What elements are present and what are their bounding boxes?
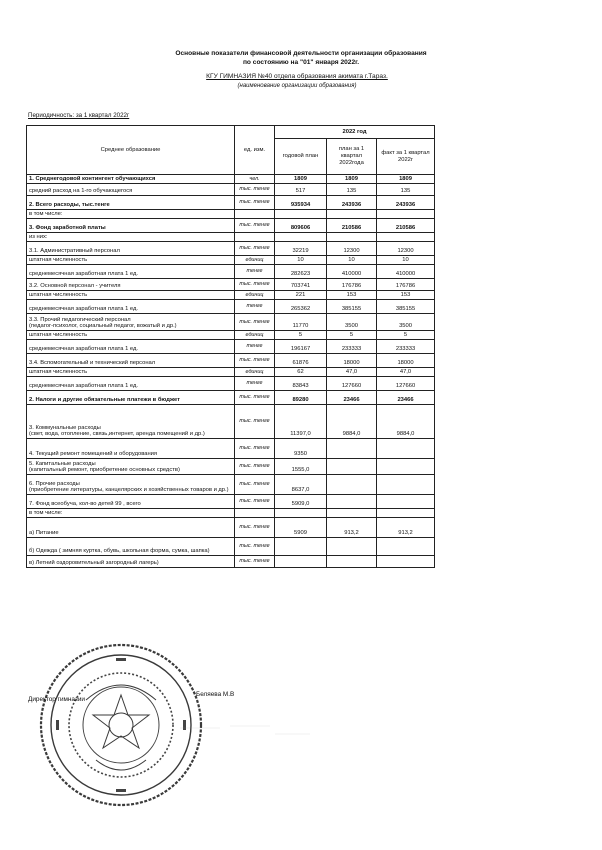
row-empty (435, 314, 569, 331)
row-empty (435, 242, 569, 256)
row-empty (435, 210, 569, 219)
row-unit: тыс. тенге (235, 459, 275, 475)
row-label: штатная численность (27, 291, 235, 300)
row-plan (275, 233, 327, 242)
table-row (27, 175, 569, 184)
row-label: среднемесячная заработная плата 1 ед. (27, 265, 235, 279)
row-empty (435, 291, 569, 300)
table-row (27, 291, 569, 300)
row-label: штатная численность (27, 331, 235, 340)
row-empty (435, 279, 569, 291)
row-plan-q1: 127660 (327, 377, 377, 391)
row-plan-q1: 1809 (327, 175, 377, 184)
row-plan-q1: 913,2 (327, 518, 377, 538)
row-fact (377, 538, 435, 556)
row-unit: тыс. тенге (235, 495, 275, 509)
row-plan: 282623 (275, 265, 327, 279)
row-empty (435, 509, 569, 518)
row-fact (377, 556, 435, 568)
row-fact (377, 210, 435, 219)
row-plan-q1: 410000 (327, 265, 377, 279)
row-unit: чел. (235, 175, 275, 184)
table-row (27, 495, 569, 509)
row-empty (435, 475, 569, 495)
row-fact (377, 495, 435, 509)
row-empty (435, 518, 569, 538)
row-fact: 176786 (377, 279, 435, 291)
row-plan: 8637,0 (275, 475, 327, 495)
row-empty (435, 405, 569, 439)
row-unit: тыс. тенге (235, 518, 275, 538)
row-plan: 5909,0 (275, 495, 327, 509)
row-plan: 809606 (275, 219, 327, 233)
row-plan-q1: 47,0 (327, 368, 377, 377)
row-fact (377, 439, 435, 459)
row-empty (435, 368, 569, 377)
table-row (27, 265, 569, 279)
row-unit: тыс. тенге (235, 279, 275, 291)
row-plan-q1 (327, 538, 377, 556)
row-fact: 23466 (377, 391, 435, 405)
row-label: 2. Всего расходы, тыс.тенге (27, 196, 235, 210)
row-unit: тыс. тенге (235, 314, 275, 331)
row-plan-q1: 5 (327, 331, 377, 340)
row-plan: 11770 (275, 314, 327, 331)
row-fact: 9884,0 (377, 405, 435, 439)
row-label (27, 314, 235, 331)
row-empty (435, 184, 569, 196)
row-label (27, 405, 235, 439)
table-row (27, 377, 569, 391)
empty-column (435, 126, 569, 175)
table-row (27, 475, 569, 495)
row-label-detail: (капитальный ремонт, приобретение основных средств) (29, 467, 180, 474)
row-label-main: 3.3. Прочий педагогический персонал (29, 316, 131, 323)
row-label: 2. Налоги и другие обязательные платежи в бюджет (27, 391, 235, 405)
title-line-2: по состоянию на "01" января 2022г. (242, 58, 360, 66)
row-label (27, 475, 235, 495)
header-plan-q1: план за 1 квартал 2022года (327, 139, 377, 175)
row-empty (435, 233, 569, 242)
table-row (27, 556, 569, 568)
row-plan: 89280 (275, 391, 327, 405)
row-unit: единиц (235, 368, 275, 377)
row-plan: 9350 (275, 439, 327, 459)
row-plan: 703741 (275, 279, 327, 291)
row-plan: 5 (275, 331, 327, 340)
row-fact: 385155 (377, 300, 435, 314)
row-empty (435, 354, 569, 368)
row-plan (275, 538, 327, 556)
row-label: 3.1. Административный персонал (27, 242, 235, 256)
row-fact: 913,2 (377, 518, 435, 538)
row-plan-q1: 3500 (327, 314, 377, 331)
row-label: в том числе: (27, 509, 235, 518)
row-unit: тыс. тенге (235, 439, 275, 459)
row-unit: тенге (235, 377, 275, 391)
row-fact (377, 459, 435, 475)
row-empty (435, 459, 569, 475)
row-unit: тыс. тенге (235, 538, 275, 556)
organization-caption: (наименование организации образования) (237, 82, 357, 89)
table-row (27, 439, 569, 459)
row-label: 3.2. Основной персонал - учителя (27, 279, 235, 291)
table-row (27, 300, 569, 314)
table-row (27, 314, 569, 331)
row-plan-q1 (327, 459, 377, 475)
row-label: в) Летний оздоровительный загородный лагерь) (27, 556, 235, 568)
organization-name: КГУ ГИМНАЗИЯ №40 отдела образования акимата г.Тараз. (206, 73, 388, 80)
table-row (27, 518, 569, 538)
row-plan-q1: 23466 (327, 391, 377, 405)
row-fact (377, 475, 435, 495)
row-plan: 1809 (275, 175, 327, 184)
row-unit (235, 509, 275, 518)
table-row (27, 509, 569, 518)
row-unit: тенге (235, 300, 275, 314)
row-plan: 265362 (275, 300, 327, 314)
row-fact: 3500 (377, 314, 435, 331)
row-label: среднемесячная заработная плата 1 ед. (27, 377, 235, 391)
row-unit: тыс. тенге (235, 354, 275, 368)
row-fact: 47,0 (377, 368, 435, 377)
row-plan: 5909 (275, 518, 327, 538)
row-unit (235, 210, 275, 219)
row-empty (435, 538, 569, 556)
title-line-1: Основные показатели финансовой деятельности организации образования (175, 50, 427, 57)
row-fact (377, 509, 435, 518)
row-fact: 1809 (377, 175, 435, 184)
table-row (27, 459, 569, 475)
row-empty (435, 300, 569, 314)
table-row (27, 196, 569, 210)
row-plan (275, 509, 327, 518)
row-plan-q1 (327, 233, 377, 242)
row-plan: 83843 (275, 377, 327, 391)
row-label: штатная численность (27, 368, 235, 377)
row-empty (435, 495, 569, 509)
table-row (27, 219, 569, 233)
row-plan-q1 (327, 439, 377, 459)
row-unit: тыс. тенге (235, 405, 275, 439)
faint-marks (180, 720, 310, 740)
row-fact: 135 (377, 184, 435, 196)
table-row (27, 233, 569, 242)
row-empty (435, 391, 569, 405)
row-empty (435, 556, 569, 568)
row-plan-q1 (327, 556, 377, 568)
row-label: 1. Среднегодовой контингент обучающихся (27, 175, 235, 184)
row-label-detail: (педагог-психолог, социальный педагог, вожатый и др.) (29, 323, 177, 330)
row-label: среднемесячная заработная плата 1 ед. (27, 300, 235, 314)
row-label-main: 3. Коммунальные расходы (29, 424, 101, 431)
table-row (27, 184, 569, 196)
row-plan: 61876 (275, 354, 327, 368)
row-empty (435, 265, 569, 279)
row-empty (435, 340, 569, 354)
row-plan-q1: 243936 (327, 196, 377, 210)
row-unit: тенге (235, 340, 275, 354)
row-plan: 11397,0 (275, 405, 327, 439)
row-fact: 5 (377, 331, 435, 340)
row-empty (435, 439, 569, 459)
row-label: из них: (27, 233, 235, 242)
row-label-main: 6. Прочие расходы (29, 480, 80, 487)
row-label: 3. Фонд заработной платы (27, 219, 235, 233)
row-fact: 18000 (377, 354, 435, 368)
header-education: Среднее образование (27, 126, 235, 175)
row-plan (275, 556, 327, 568)
row-fact: 410000 (377, 265, 435, 279)
row-empty (435, 377, 569, 391)
row-fact: 12300 (377, 242, 435, 256)
row-plan-q1 (327, 475, 377, 495)
table-row (27, 391, 569, 405)
row-plan-q1: 18000 (327, 354, 377, 368)
row-plan: 196167 (275, 340, 327, 354)
row-fact: 10 (377, 256, 435, 265)
row-plan-q1 (327, 210, 377, 219)
row-unit (235, 233, 275, 242)
row-plan-q1: 210586 (327, 219, 377, 233)
row-plan: 62 (275, 368, 327, 377)
row-plan-q1: 135 (327, 184, 377, 196)
row-plan-q1: 10 (327, 256, 377, 265)
row-plan-q1 (327, 509, 377, 518)
row-fact: 233333 (377, 340, 435, 354)
row-unit: единиц (235, 291, 275, 300)
row-label: среднемесячная заработная плата 1 ед. (27, 340, 235, 354)
header-fact-q1: факт за 1 квартал 2022г (377, 139, 435, 175)
table-row (27, 405, 569, 439)
row-label (27, 459, 235, 475)
row-label-detail: (свет, вода, отопление, связь,интернет, аренда помещений и др.) (29, 431, 205, 438)
row-label: а) Питание (27, 518, 235, 538)
row-empty (435, 196, 569, 210)
row-plan-q1: 385155 (327, 300, 377, 314)
row-plan: 10 (275, 256, 327, 265)
row-plan (275, 210, 327, 219)
row-empty (435, 331, 569, 340)
row-plan-q1: 233333 (327, 340, 377, 354)
row-unit: тыс. тенге (235, 219, 275, 233)
row-plan: 32219 (275, 242, 327, 256)
row-label: штатная численность (27, 256, 235, 265)
row-plan-q1: 176786 (327, 279, 377, 291)
row-label: б) Одежда ( зимняя куртка, обувь, школьная форма, сумка, шапка) (27, 538, 235, 556)
row-plan-q1: 153 (327, 291, 377, 300)
periodicity: Периодичность: за 1 квартал 2022г (28, 112, 130, 119)
row-label: 3.4. Вспомогательный и технический персонал (27, 354, 235, 368)
table-row (27, 210, 569, 219)
row-fact: 210586 (377, 219, 435, 233)
row-empty (435, 256, 569, 265)
row-label-detail: (приобретение литературы, канцелярских и хозяйственных товаров и др.) (29, 487, 229, 494)
row-fact: 127660 (377, 377, 435, 391)
table-row (27, 368, 569, 377)
table-row (27, 279, 569, 291)
row-plan: 221 (275, 291, 327, 300)
director-name: Беляева М.В (196, 691, 235, 698)
row-plan: 1555,0 (275, 459, 327, 475)
row-unit: тыс. тенге (235, 475, 275, 495)
row-fact: 153 (377, 291, 435, 300)
row-unit: тыс. тенге (235, 196, 275, 210)
row-unit: тыс. тенге (235, 184, 275, 196)
row-label: 4. Текущий ремонт помещений и оборудования (27, 439, 235, 459)
table-row (27, 538, 569, 556)
row-unit: тыс. тенге (235, 556, 275, 568)
header-unit: ед. изм. (235, 126, 275, 175)
director-title: Директор гимназии (28, 696, 85, 703)
table-row (27, 354, 569, 368)
financial-indicators-table (26, 125, 569, 568)
table-row (27, 256, 569, 265)
row-unit: тенге (235, 265, 275, 279)
row-fact: 243936 (377, 196, 435, 210)
row-plan-q1: 9884,0 (327, 405, 377, 439)
row-label: средний расход на 1-го обучающегося (27, 184, 235, 196)
document-title (0, 50, 602, 67)
row-plan-q1 (327, 495, 377, 509)
header-annual-plan: годовой план (275, 139, 327, 175)
table-row (27, 331, 569, 340)
row-plan: 517 (275, 184, 327, 196)
table-row (27, 340, 569, 354)
organization-block (132, 73, 462, 90)
row-empty (435, 219, 569, 233)
row-empty (435, 175, 569, 184)
row-fact (377, 233, 435, 242)
table-row (27, 242, 569, 256)
row-plan-q1: 12300 (327, 242, 377, 256)
row-label: в том числе: (27, 210, 235, 219)
header-year: 2022 год (275, 126, 435, 139)
row-plan: 935934 (275, 196, 327, 210)
row-unit: единиц (235, 331, 275, 340)
row-label: 7. Фонд всеобуча, кол-во детей 99 , всего (27, 495, 235, 509)
row-label-main: 5. Капитальные расходы (29, 460, 96, 467)
row-unit: единиц (235, 256, 275, 265)
row-unit: тыс. тенге (235, 391, 275, 405)
row-unit: тыс. тенге (235, 242, 275, 256)
